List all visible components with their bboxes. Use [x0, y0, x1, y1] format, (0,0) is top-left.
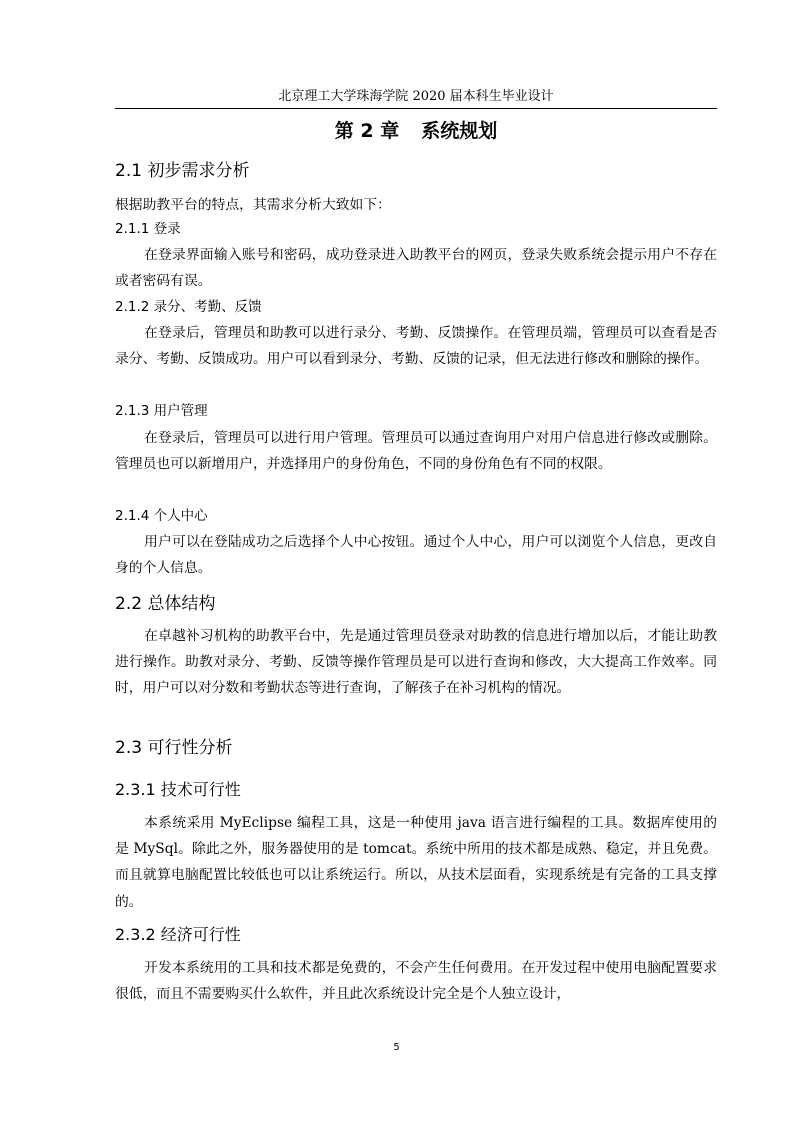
section-2-1-2-body: 在登录后，管理员和助教可以进行录分、考勤、反馈操作。在管理员端，管理员可以查看是否录分、考勤、反馈成功。用户可以看到录分、考勤、反馈的记录，但无法进行修改和删除的操作。 [115, 325, 717, 368]
section-heading-2-1-4: 2.1.4 个人中心 [115, 508, 208, 524]
section-heading-2-3-2: 2.3.2 经济可行性 [115, 925, 241, 944]
section-heading-2-3-1: 2.3.1 技术可行性 [115, 780, 241, 799]
section-2-1-3-body: 在登录后，管理员可以进行用户管理。管理员可以通过查询用户对用户信息进行修改或删除。管理员也可以新增用户，并选择用户的身份角色，不同的身份角色有不同的权限。 [115, 430, 717, 473]
section-heading-2-2: 2.2 总体结构 [115, 594, 216, 614]
section-heading-2-1-2: 2.1.2 录分、考勤、反馈 [115, 299, 262, 315]
section-2-3-2-body: 开发本系统用的工具和技术都是免费的，不会产生任何费用。在开发过程中使用电脑配置要求很低，而且不需要购买什么软件，并且此次系统设计完全是个人独立设计， [115, 960, 717, 1003]
section-2-1-4-body: 用户可以在登陆成功之后选择个人中心按钮。通过个人中心，用户可以浏览个人信息，更改自身的个人信息。 [115, 534, 717, 577]
section-heading-2-3: 2.3 可行性分析 [115, 738, 233, 758]
section-heading-2-1-3: 2.1.3 用户管理 [115, 403, 208, 419]
page-header: 北京理工大学珠海学院 2020 届本科生毕业设计 [278, 89, 554, 104]
chapter-name: 系统规划 [421, 120, 498, 142]
section-heading-2-1-1: 2.1.1 登录 [115, 221, 181, 237]
section-2-1-intro: 根据助教平台的特点，其需求分析大致如下： [115, 197, 391, 213]
section-2-1-1-body: 在登录界面输入账号和密码，成功登录进入助教平台的网页，登录失败系统会提示用户不存在或者密码有误。 [115, 247, 717, 290]
page-number: 5 [393, 1042, 400, 1053]
section-heading-2-1: 2.1 初步需求分析 [115, 161, 250, 181]
section-2-2-body: 在卓越补习机构的助教平台中，先是通过管理员登录对助教的信息进行增加以后，才能让助教进行操作。助教对录分、考勤、反馈等操作管理员是可以进行查询和修改，大大提高工作效率。同时，用户可以对分数和考勤状态等进行查询，了解孩子在补习机构的情况。 [115, 628, 717, 697]
header-divider [115, 108, 717, 109]
chapter-title [115, 117, 717, 145]
section-2-3-1-body: 本系统采用 MyEclipse 编程工具，这是一种使用 java 语言进行编程的工具。数据库使用的是 MySql。除此之外，服务器使用的是 tomcat。系统中所用的技术都是成熟、稳定，并且免费。而且就算电脑配置比较低也可以让系统运行。所以，从技术层面看，实现系统是有完备的工具支撑的。 [115, 815, 717, 910]
chapter-number: 第 2 章 [334, 120, 400, 142]
